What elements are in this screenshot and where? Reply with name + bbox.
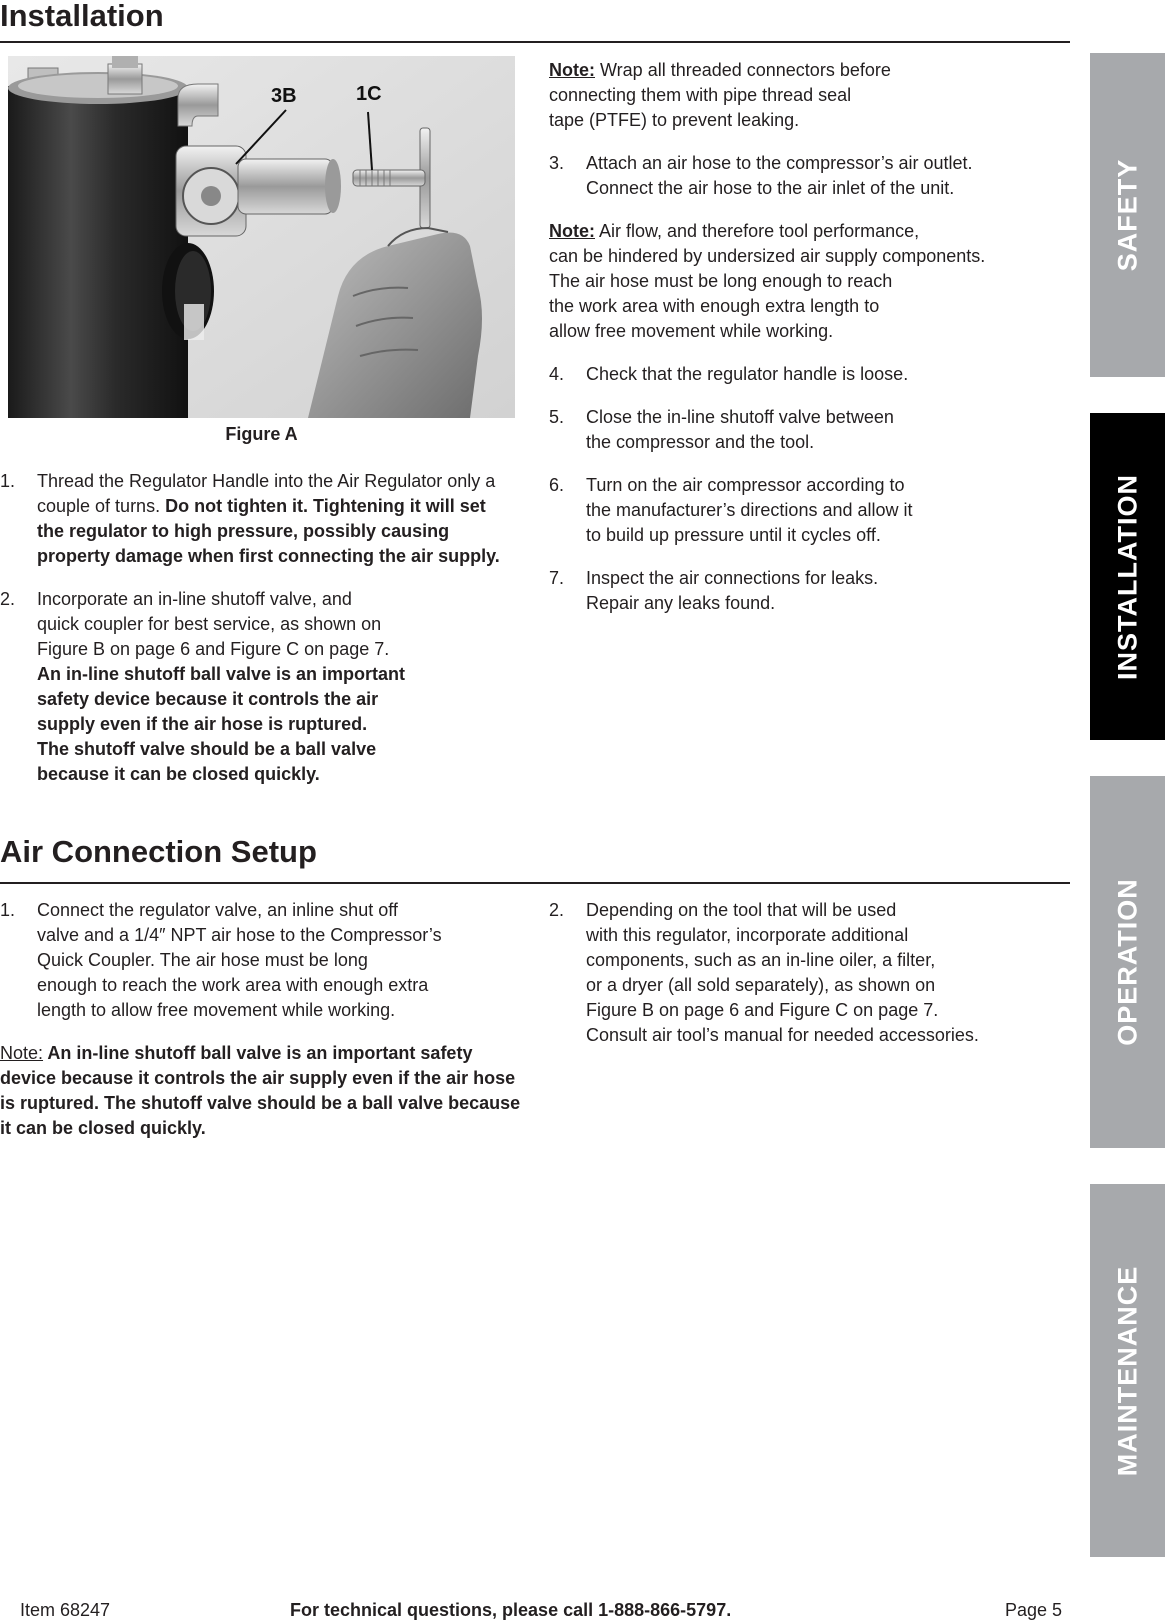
figure-a-caption: Figure A: [225, 424, 298, 444]
step-1-text: Thread the Regulator Handle into the Air Regulator only a couple of turns.: [37, 471, 496, 516]
step-number: 4.: [549, 364, 565, 384]
installation-note-1: [549, 58, 1069, 133]
air-connection-note: [0, 1041, 525, 1141]
installation-title: Installation: [0, 0, 164, 33]
installation-left-column: [0, 469, 515, 805]
figure-a-illustration: [8, 56, 515, 418]
air-step-1-text: Connect the regulator valve, an inline shut off valve and a 1/4″ NPT air hose to the Compressor’s Quick Coupler. The air hose must be long enough to reach the work area with enough extra length to allow free movement while working.: [37, 900, 442, 1020]
callout-1c: 1C: [356, 83, 382, 105]
callout-3b: 3B: [271, 85, 297, 107]
tab-installation[interactable]: [1090, 413, 1165, 740]
air-connection-title: Air Connection Setup: [0, 834, 317, 869]
installation-step-7: [549, 566, 1069, 616]
step-number: 5.: [549, 407, 565, 427]
note-2-text: Air flow, and therefore tool performance, can be hindered by undersized air supply components. The air hose must be long enough to reach the work area with enough extra length to allow free movement while working.: [549, 221, 986, 341]
tab-operation-label: OPERATION: [1112, 878, 1142, 1046]
step-7-text: Inspect the air connections for leaks. Repair any leaks found.: [586, 568, 879, 613]
installation-step-2: [0, 587, 515, 787]
air-note-text: An in-line shutoff ball valve is an important safety device because it controls the air supply even if the air hose is ruptured. The shutoff valve should be a ball valve because it can be closed quickly.: [0, 1043, 521, 1138]
step-number: 3.: [549, 153, 565, 173]
tab-safety[interactable]: [1090, 53, 1165, 377]
step-number: 6.: [549, 475, 565, 495]
note-label: Note:: [549, 60, 595, 80]
step-2-text: Incorporate an in-line shutoff valve, and quick coupler for best service, as shown on Figure B on page 6 and Figure C on page 7.: [37, 589, 390, 659]
tab-maintenance[interactable]: [1090, 1184, 1165, 1557]
step-4-text: Check that the regulator handle is loose.: [586, 364, 909, 384]
installation-step-6: [549, 473, 1069, 548]
step-1-warning: Do not tighten it. Tightening it will set the regulator to high pressure, possibly causing property damage when first connecting the air supply.: [37, 496, 500, 566]
footer-item-number: Item 68247: [20, 1600, 111, 1620]
air-connection-rule: [0, 882, 1070, 884]
note-1-text: Wrap all threaded connectors before connecting them with pipe thread seal tape (PTFE) to prevent leaking.: [549, 60, 891, 130]
step-number: 1.: [0, 900, 16, 920]
note-label: Note:: [0, 1043, 44, 1063]
tab-operation[interactable]: [1090, 776, 1165, 1148]
footer-technical-help: For technical questions, please call 1-888-866-5797.: [290, 1600, 732, 1620]
tab-maintenance-label: MAINTENANCE: [1112, 1265, 1142, 1476]
note-label: Note:: [549, 221, 595, 241]
installation-step-1: [0, 469, 515, 569]
installation-rule: [0, 41, 1070, 43]
step-number: 2.: [549, 900, 565, 920]
air-connection-step-2: [549, 898, 1069, 1048]
installation-step-5: [549, 405, 1069, 455]
tab-installation-label: INSTALLATION: [1112, 473, 1142, 680]
installation-right-column: [549, 58, 1069, 634]
air-connection-step-1: [0, 898, 525, 1023]
step-number: 1.: [0, 471, 16, 491]
installation-note-2: [549, 219, 1069, 344]
step-text: [37, 469, 515, 569]
footer-page-number: Page 5: [1005, 1600, 1063, 1620]
step-3-text: Attach an air hose to the compressor’s air outlet. Connect the air hose to the air inlet of the unit.: [586, 153, 973, 198]
installation-step-3: [549, 151, 1069, 201]
air-connection-left-column: [0, 898, 525, 1159]
tab-safety-label: SAFETY: [1112, 158, 1142, 272]
installation-step-4: [549, 362, 1069, 387]
step-2-warning: An in-line shutoff ball valve is an important safety device because it controls the air supply even if the air hose is ruptured. The shutoff valve should be a ball valve because it can be closed quickly.: [37, 664, 406, 784]
step-6-text: Turn on the air compressor according to the manufacturer’s directions and allow it to build up pressure until it cycles off.: [586, 475, 913, 545]
step-number: 2.: [0, 589, 16, 609]
step-number: 7.: [549, 568, 565, 588]
air-connection-right-column: [549, 898, 1069, 1066]
step-5-text: Close the in-line shutoff valve between the compressor and the tool.: [586, 407, 894, 452]
figure-a-photo: [8, 56, 515, 418]
air-step-2-text: Depending on the tool that will be used with this regulator, incorporate additional components, such as an in-line oiler, a filter, or a dryer (all sold separately), as shown on Figure B on page 6 and Figure C on page 7. Consult air tool’s manual for needed accessories.: [586, 900, 979, 1045]
